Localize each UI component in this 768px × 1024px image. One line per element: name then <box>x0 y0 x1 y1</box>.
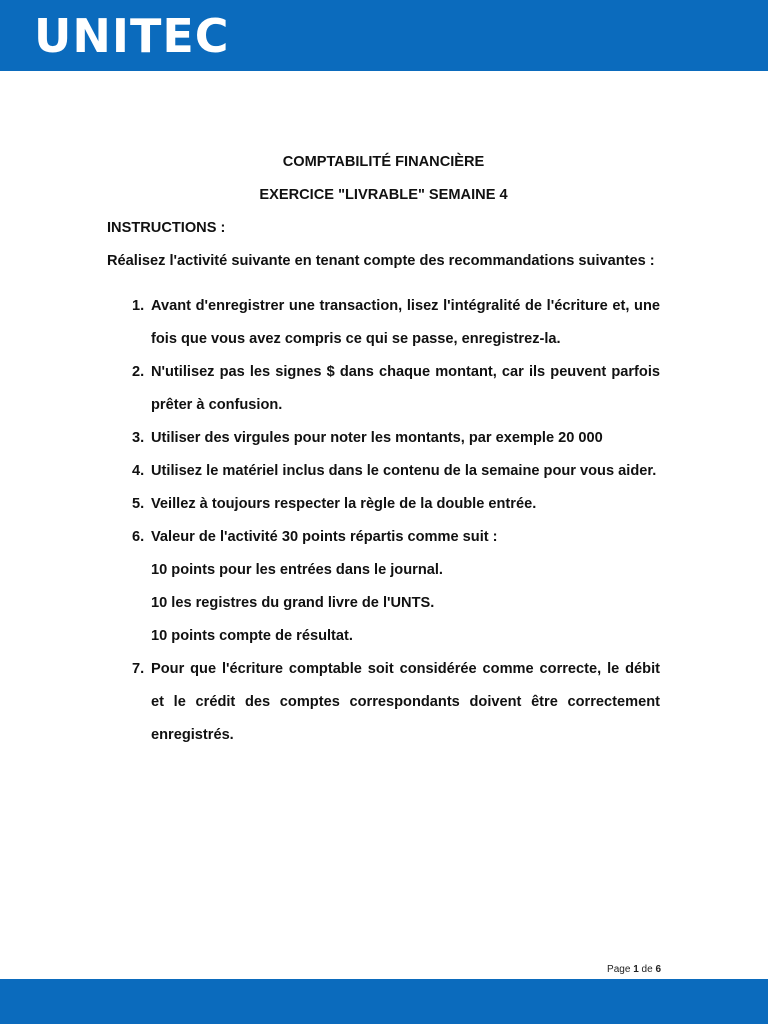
list-subitem: 10 points pour les entrées dans le journal. <box>151 562 443 578</box>
list-subitem: 10 points compte de résultat. <box>151 628 353 644</box>
instructions-heading: INSTRUCTIONS : <box>107 220 226 236</box>
list-item <box>107 290 660 356</box>
page-current: 1 <box>633 964 639 975</box>
list-item-text: Valeur de l'activité 30 points répartis comme suit : <box>151 529 498 545</box>
list-item-number: 2. <box>132 364 145 380</box>
list-item-text: Utilisez le matériel inclus dans le contenu de la semaine pour vous aider. <box>151 463 657 479</box>
list-item-number: 7. <box>132 661 145 677</box>
page-total: 6 <box>655 964 661 975</box>
instructions-list <box>107 290 660 752</box>
header-bar <box>0 0 768 71</box>
page-label: Page <box>607 964 631 975</box>
footer-bar <box>0 979 768 1024</box>
list-item <box>107 488 660 521</box>
list-item-number: 4. <box>132 463 145 479</box>
list-item-number: 6. <box>132 529 145 545</box>
list-item <box>107 521 660 653</box>
list-item-text: Veillez à toujours respecter la règle de la double entrée. <box>151 496 537 512</box>
unitec-logo: UNITEC <box>34 9 230 63</box>
list-item-number: 3. <box>132 430 145 446</box>
instructions-intro: Réalisez l'activité suivante en tenant compte des recommandations suivantes : <box>107 253 655 269</box>
list-item-text: N'utilisez pas les signes $ dans chaque montant, car ils peuvent parfois prêter à confusion. <box>151 364 660 413</box>
document-subtitle: EXERCICE "LIVRABLE" SEMAINE 4 <box>259 187 508 203</box>
list-item <box>107 356 660 422</box>
list-subitem: 10 les registres du grand livre de l'UNTS. <box>151 595 435 611</box>
page-indicator <box>607 964 661 975</box>
list-item <box>107 422 660 455</box>
list-item-number: 1. <box>132 298 145 314</box>
list-item-text: Pour que l'écriture comptable soit considérée comme correcte, le débit et le crédit des comptes correspondants doivent être correctement enregistrés. <box>151 661 660 743</box>
list-item-number: 5. <box>132 496 145 512</box>
document-title: COMPTABILITÉ FINANCIÈRE <box>282 154 485 170</box>
document-body <box>107 146 660 752</box>
list-item <box>107 653 660 752</box>
list-item-text: Utiliser des virgules pour noter les montants, par exemple 20 000 <box>151 430 603 446</box>
list-item-text: Avant d'enregistrer une transaction, lisez l'intégralité de l'écriture et, une fois que vous avez compris ce qui se passe, enregistrez-la. <box>151 298 660 347</box>
page-sep: de <box>641 964 653 975</box>
list-item <box>107 455 660 488</box>
